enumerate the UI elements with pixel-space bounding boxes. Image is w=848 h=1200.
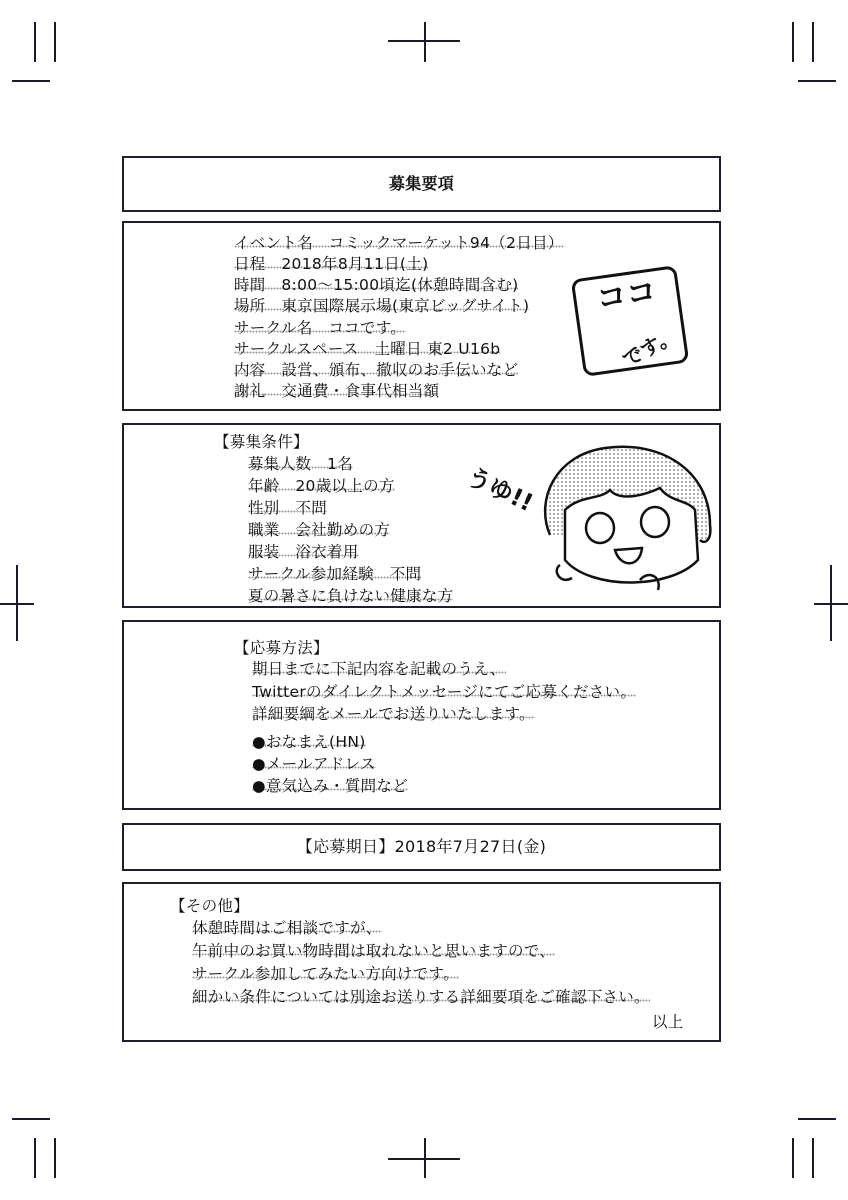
reward-line: 謝礼 交通費・食事代相当額: [234, 382, 440, 400]
apply-line-2: Twitterのダイレクトメッセージにてご応募ください。: [252, 683, 637, 701]
apply-bullet-name: ●おなまえ(HN): [252, 733, 366, 751]
stamp-sub-text: です。: [617, 323, 681, 372]
apply-method-box: [122, 620, 721, 810]
other-notes-box: [122, 882, 721, 1042]
condition-health: 夏の暑さに負けない健康な方: [248, 587, 454, 605]
event-date-line: 日程 2018年8月11日(土): [234, 255, 429, 273]
conditions-heading: 【募集条件】: [214, 433, 309, 451]
deadline-box: [122, 823, 721, 871]
apply-line-3: 詳細要綱をメールでお送りいたします。: [252, 705, 535, 723]
page-title: 募集要項: [388, 174, 455, 193]
apply-bullet-email: ●メールアドレス: [252, 755, 376, 773]
content-line: 内容 設営、頒布、撤収のお手伝いなど: [234, 361, 519, 379]
circle-name-line: サークル名 ココです。: [234, 319, 407, 337]
sfx-text: うゆ!!: [462, 462, 538, 518]
coco-stamp: [571, 265, 690, 377]
apply-line-1: 期日までに下記内容を記載のうえ、: [252, 660, 506, 678]
event-name-line: イベント名 コミックマーケット94（2日目）: [234, 234, 564, 252]
other-line-3: サークル参加してみたい方向けです。: [192, 965, 459, 983]
condition-headcount: 募集人数 1名: [248, 455, 353, 473]
stamp-main-text: ココ: [594, 274, 659, 318]
event-place-line: 場所 東京国際展示場(東京ビッグサイト): [234, 297, 530, 315]
condition-gender: 性別 不問: [248, 499, 328, 517]
condition-occupation: 職業 会社勤めの方: [248, 521, 391, 539]
closing-text: 以上: [652, 1013, 684, 1031]
apply-heading: 【応募方法】: [234, 639, 329, 657]
other-line-1: 休憩時間はご相談ですが、: [192, 919, 382, 937]
other-heading: 【その他】: [170, 897, 250, 915]
deadline-text: 【応募期日】2018年7月27日(金): [296, 837, 547, 856]
other-line-4: 細かい条件については別途お送りする詳細要項をご確認下さい。: [192, 988, 650, 1006]
condition-experience: サークル参加経験 不問: [248, 565, 422, 583]
circle-space-line: サークルスペース 土曜日 東2 U16b: [234, 340, 501, 358]
chibi-character-illustration: [520, 440, 730, 600]
condition-age: 年齢 20歳以上の方: [248, 477, 395, 495]
title-box: [122, 156, 721, 212]
condition-clothing: 服装 浴衣着用: [248, 543, 359, 561]
other-line-2: 午前中のお買い物時間は取れないと思いますので、: [192, 942, 556, 960]
event-time-line: 時間 8:00～15:00頃迄(休憩時間含む): [234, 276, 519, 294]
apply-bullet-motivation: ●意気込み・質問など: [252, 777, 409, 795]
